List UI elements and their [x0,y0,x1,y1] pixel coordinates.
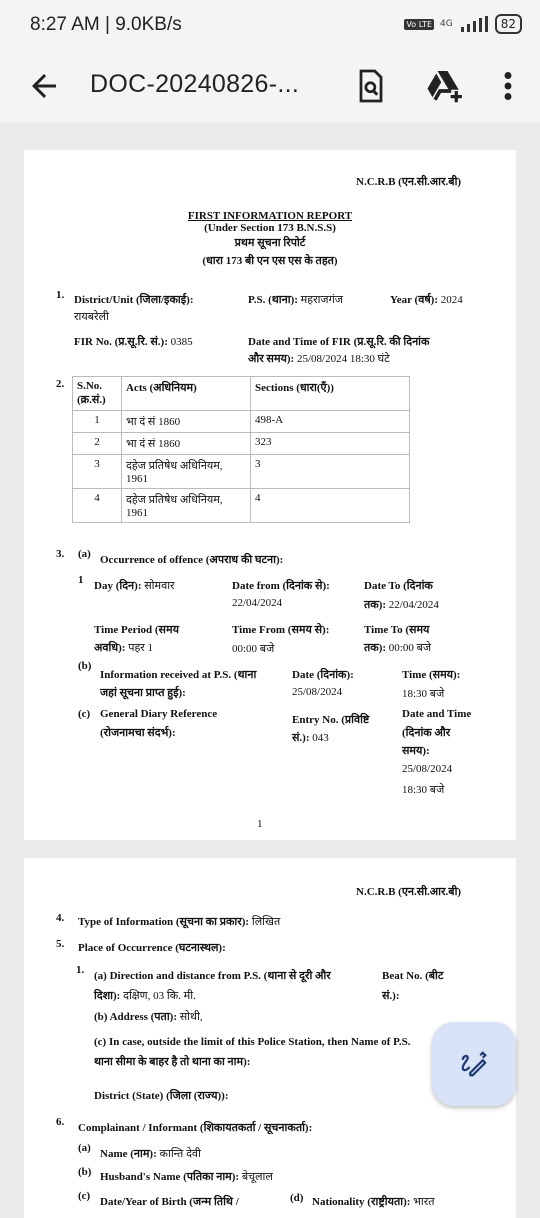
gd-datetime-label: Date and Time [402,708,472,720]
ps-value: महराजगंज [300,294,343,306]
draw-edit-icon [459,1049,489,1079]
district-label: District/Unit (जिला/इकाई): [74,294,194,306]
table-header-row [73,377,410,411]
table-cell: भा दं सं 1860 [122,411,251,433]
time-period-field [94,640,153,655]
info-received-label: Information received at P.S. (थाना [100,669,257,681]
direction-field [94,988,196,1003]
day-field [94,578,175,593]
table-cell: 3 [251,455,410,489]
table-row [73,489,410,523]
info-type-label: Type of Information (सूचना का प्रकार): [78,916,250,928]
date-to-label-2: तक): [364,599,387,611]
address-label: (b) Address (पता): [94,1011,177,1023]
date-to-value: 22/04/2024 [388,599,439,611]
info-date-value: 25/08/2024 [292,686,343,698]
table-header: Acts (अधिनियम) [122,377,251,411]
table-cell: भा दं सं 1860 [122,433,251,455]
name-label: Name (नाम): [100,1148,157,1160]
entry-no-label-2: सं.): [292,732,310,744]
edit-fab-button[interactable] [432,1022,516,1106]
fir-no-field [74,334,193,349]
time-period-label-2: अवधि): [94,642,126,654]
table-cell: दहेज प्रतिषेध अधिनियम, 1961 [122,455,251,489]
table-header: Sections (धारा(एँ)) [251,377,410,411]
battery-icon: 82 [495,14,522,34]
table-row [73,455,410,489]
husband-name-field [100,1169,273,1184]
dob-label: Date/Year of Birth (जन्म तिथि / [100,1196,239,1208]
date-from-label: Date from (दिनांक से): [232,580,330,592]
status-icons [404,14,522,34]
more-vert-icon[interactable] [500,68,516,104]
year-field [390,292,463,307]
fir-datetime-label: Date and Time of FIR (प्र.सू.रि. की दिनांक [248,336,430,348]
name-field [100,1146,201,1161]
beat-no-label: Beat No. (बीट [382,970,444,982]
gd-time-value: 18:30 बजे [402,784,445,796]
signal-icon [459,16,489,32]
status-bar [0,0,540,52]
subsection-marker: (a) [78,1142,91,1154]
date-to-label: Date To (दिनांक [364,580,433,592]
item-number: 1 [78,574,84,586]
info-type-field [78,914,280,929]
subsection-marker: (b) [78,1166,92,1178]
table-cell: 1 [73,411,122,433]
husband-name-label: Husband's Name (पतिका नाम): [100,1171,240,1183]
district-field [74,292,193,307]
report-title: FIRST INFORMATION REPORT [187,210,353,222]
table-cell: 3 [73,455,122,489]
table-cell: 2 [73,433,122,455]
time-from-label: Time From (समय से): [232,624,330,636]
document-page-1 [24,150,516,840]
doc-search-icon[interactable] [356,68,386,104]
time-to-label: Time To (समय [364,624,430,636]
info-date-label: Date (दिनांक): [292,669,354,681]
item-number: 1. [76,964,85,976]
district-state-label: District (State) (जिला (राज्य)): [94,1090,229,1102]
entry-no-value: 043 [312,732,329,744]
drive-add-icon[interactable] [425,68,465,104]
fir-no-value: 0385 [170,336,193,348]
time-to-label-2: तक): [364,642,387,654]
app-bar [0,52,540,122]
place-occurrence-heading: Place of Occurrence (घटनास्थल): [78,942,226,954]
ps-field [248,292,343,307]
address-field [94,1009,203,1024]
page-number: 1 [257,818,263,830]
info-time-value: 18:30 बजे [402,688,445,700]
document-title: DOC-20240826-... [90,70,300,98]
day-label: Day (दिन): [94,580,142,592]
section-number: 6. [56,1116,65,1128]
entry-no-field [292,730,329,745]
gd-reference-label-2: (रोजनामचा संदर्भ): [100,727,176,739]
section-number: 4. [56,912,65,924]
section-number: 1. [56,289,65,301]
fir-no-label: FIR No. (प्र.सू.रि. सं.): [74,336,168,348]
subsection-marker: (c) [78,1190,91,1202]
fir-datetime-value: 25/08/2024 18:30 घंटे [296,353,390,365]
nationality-value: भारत [413,1196,435,1208]
ps-label: P.S. (थाना): [248,294,298,306]
volte-icon: Vo LTE [406,19,433,29]
year-value: 2024 [440,294,463,306]
gd-reference-label: General Diary Reference [100,708,218,720]
table-cell: 323 [251,433,410,455]
nationality-label: Nationality (राष्ट्रीयता): [312,1196,411,1208]
info-type-value: लिखित [251,916,281,928]
gd-datetime-label-2: (दिनांक और [402,727,451,739]
report-subtitle: (Under Section 173 B.N.S.S) [204,222,336,234]
gd-date-value: 25/08/2024 [402,763,453,775]
report-subtitle-hi: (धारा 173 बी एन एस एस के तहत) [202,255,338,267]
time-to-field [364,640,431,655]
direction-value: दक्षिण, 03 कि. मी. [123,990,196,1002]
time-from-value: 00:00 बजे [232,643,275,655]
date-from-value: 22/04/2024 [232,597,283,609]
entry-no-label: Entry No. (प्रविष्टि [292,714,370,726]
table-row [73,411,410,433]
fir-datetime-field [248,351,390,366]
section-number: 3. [56,548,65,560]
date-to-field [364,597,439,612]
time-to-value: 00:00 बजे [388,642,432,654]
ncrb-header: N.C.R.B (एन.सी.आर.बी) [356,886,462,898]
table-cell: दहेज प्रतिषेध अधिनियम, 1961 [122,489,251,523]
report-title-hi: प्रथम सूचना रिपोर्ट [234,237,306,249]
direction-label-2: दिशा): [94,990,121,1002]
info-time-label: Time (समय): [402,669,461,681]
subsection-marker: (c) [78,708,91,720]
direction-label: (a) Direction and distance from P.S. (थाना से दूरी और [94,970,331,982]
back-arrow-icon[interactable] [26,68,62,104]
gd-datetime-label-3: समय): [402,745,430,757]
occurrence-heading: Occurrence of offence (अपराध की घटना): [100,554,284,566]
time-period-label: Time Period (समय [94,624,179,636]
table-cell: 498-A [251,411,410,433]
table-cell: 4 [73,489,122,523]
table-row [73,433,410,455]
section-number: 5. [56,938,65,950]
year-label: Year (वर्ष): [390,294,439,306]
name-value: कान्ति देवी [159,1148,201,1160]
table-cell: 4 [251,489,410,523]
status-time: 8:27 AM | 9.0KB/s [30,14,182,35]
district-value: रायबरेली [74,311,109,323]
address-value: सोथी, [179,1011,203,1023]
complainant-heading: Complainant / Informant (शिकायतकर्ता / सूचनाकर्ता): [78,1122,313,1134]
fir-datetime-label-2: और समय): [248,353,295,365]
day-value: सोमवार [144,580,175,592]
subsection-marker: (b) [78,660,92,672]
acts-table [72,376,410,523]
info-received-label-2: जहां सूचना प्राप्त हुई): [100,687,186,699]
subsection-marker: (a) [78,548,91,560]
outside-ps-label-2: थाना सीमा के बाहर है तो थाना का नाम): [94,1056,251,1068]
network-type: 4G [440,19,453,29]
section-number: 2. [56,378,65,390]
outside-ps-label: (c) In case, outside the limit of this Police Station, then Name of P.S. [94,1036,411,1048]
time-period-value: पहर 1 [128,642,154,654]
table-header: S.No. (क्र.सं.) [73,377,122,411]
report-title-block [24,210,516,268]
ncrb-header: N.C.R.B (एन.सी.आर.बी) [356,176,462,188]
subsection-marker: (d) [290,1192,304,1204]
husband-name-value: बेचूलाल [241,1171,273,1183]
beat-no-label-2: सं.): [382,990,400,1002]
nationality-field [312,1194,435,1209]
